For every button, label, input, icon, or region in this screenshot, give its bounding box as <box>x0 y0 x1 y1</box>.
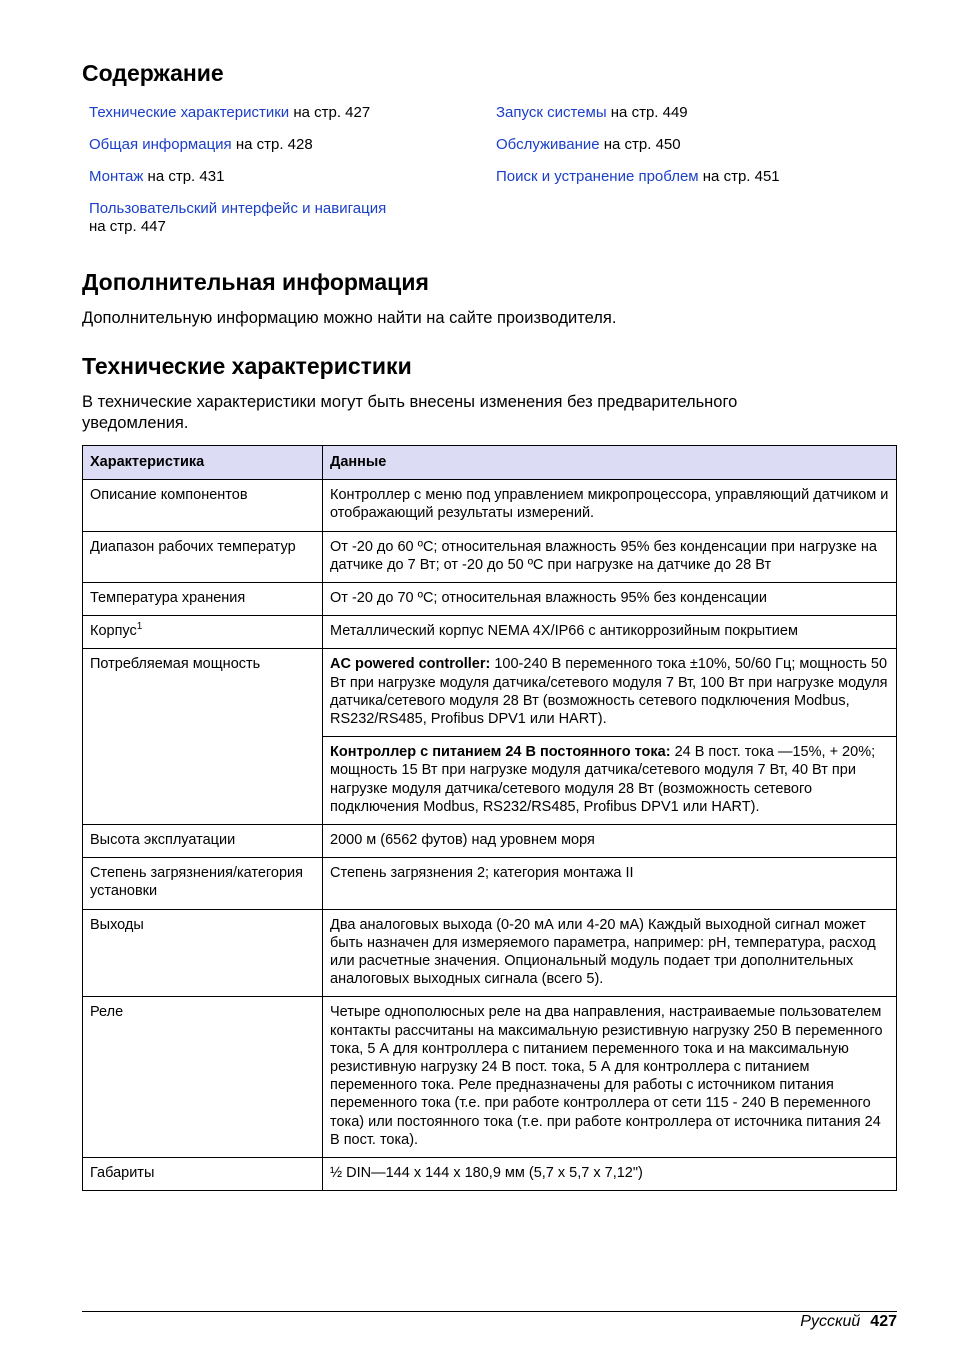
row-label: Потребляемая мощность <box>83 649 323 825</box>
toc-item <box>89 104 449 122</box>
row-value: От -20 до 70 ºC; относительная влажность 95% без конденсации <box>323 583 897 616</box>
toc-page-ref: на стр. 450 <box>599 136 681 153</box>
column-header-data: Данные <box>323 446 897 480</box>
value-bold-label: AC powered controller: <box>330 656 491 673</box>
toc-item <box>89 136 449 154</box>
toc-left-column <box>89 104 449 250</box>
row-value: Контроллер с меню под управлением микропроцессора, управляющий датчиком и отображающий результаты измерений. <box>323 480 897 531</box>
toc-item <box>89 168 449 186</box>
toc-page-ref: на стр. 449 <box>606 104 688 121</box>
toc-link-user-interface[interactable]: Пользовательский интерфейс и навигация <box>89 200 387 217</box>
row-label-cell <box>83 616 323 649</box>
table-row <box>83 997 897 1158</box>
table-header-row <box>83 446 897 480</box>
toc-link-general-information[interactable]: Общая информация <box>89 136 232 153</box>
toc-right-column <box>496 104 876 200</box>
row-value: Четыре однополюсных реле на два направления, настраиваемые пользователем контакты рассчитаны на максимальную резистивную нагрузку 250 В переменного тока, 5 А для контроллера с питанием переменного тока и на максимальную резистивную нагрузку 24 В пост. тока, 5 А для контроллера с питанием переменного тока. Реле предназначены для работы с источником питания переменного тока (т.е. при работе контроллера от сети 115 - 240 В переменного тока) или постоянного тока (т.е. при работе контроллера от источника питания 24 В пост. тока). <box>323 997 897 1158</box>
row-label: Габариты <box>83 1158 323 1191</box>
table-row <box>83 1158 897 1191</box>
specifications-intro: В технические характеристики могут быть внесены изменения без предварительного уведомления. <box>82 393 738 432</box>
row-label: Диапазон рабочих температур <box>83 531 323 582</box>
row-value: Степень загрязнения 2; категория монтажа II <box>323 858 897 909</box>
toc-page-ref: на стр. 427 <box>289 104 371 121</box>
row-value: 100-240 В переменного тока ±10%, 50/60 Гц; мощность 50 Вт при нагрузке модуля датчика/сетевого модуля 7 Вт, 100 Вт при нагрузке модуля датчика/сетевого модуля 28 Вт (возможность сетевого подключения Modbus, RS232/RS485, Profibus DPV1 или HART). <box>330 656 888 728</box>
row-value: Металлический корпус NEMA 4X/IP66 с антикоррозийным покрытием <box>323 616 897 649</box>
table-row <box>83 531 897 582</box>
toc-page-ref: на стр. 431 <box>143 168 225 185</box>
table-row <box>83 583 897 616</box>
page-footer <box>800 1312 897 1332</box>
toc-item <box>496 136 876 154</box>
row-label: Высота эксплуатации <box>83 825 323 858</box>
page-number: 427 <box>870 1313 897 1330</box>
row-label: Выходы <box>83 909 323 997</box>
row-label: Реле <box>83 997 323 1158</box>
row-value-cell <box>323 737 897 825</box>
row-label: Температура хранения <box>83 583 323 616</box>
row-value: От -20 до 60 ºC; относительная влажность 95% без конденсации при нагрузке на датчике до 7 Вт; от -20 до 50 ºC при нагрузке на датчике до 28 Вт <box>323 531 897 582</box>
row-label: Корпус <box>90 623 137 640</box>
toc-link-installation[interactable]: Монтаж <box>89 168 144 185</box>
row-label: Степень загрязнения/категория установки <box>83 858 323 909</box>
toc-page-ref: на стр. 447 <box>89 218 166 235</box>
additional-info-text: Дополнительную информацию можно найти на сайте производителя. <box>82 309 617 327</box>
row-label: Описание компонентов <box>83 480 323 531</box>
toc-item <box>89 200 449 236</box>
footnote-marker[interactable]: 1 <box>136 621 143 633</box>
table-row <box>83 616 897 649</box>
toc-link-troubleshooting[interactable]: Поиск и устранение проблем <box>496 168 699 185</box>
table-row <box>83 825 897 858</box>
table-row <box>83 480 897 531</box>
row-value: 2000 м (6562 футов) над уровнем моря <box>323 825 897 858</box>
contents-heading: Содержание <box>82 60 224 86</box>
specifications-heading: Технические характеристики <box>82 353 412 379</box>
table-row <box>83 649 897 737</box>
toc-page-ref: на стр. 428 <box>231 136 313 153</box>
row-value: ½ DIN—144 x 144 x 180,9 мм (5,7 x 5,7 x 7,12") <box>323 1158 897 1191</box>
toc-item <box>496 168 876 186</box>
row-value: 24 В пост. тока —15%, + 20%; мощность 15 Вт при нагрузке модуля датчика/сетевого модуля 7 Вт, 40 Вт при нагрузке модуля датчика/сетевого модуля 28 Вт (возможность сетевого подключения Modbus, RS232/RS485, Profibus DPV1 или HART). <box>330 744 876 815</box>
footer-language: Русский <box>800 1313 861 1330</box>
footer-divider <box>82 1311 897 1312</box>
row-value: Два аналоговых выхода (0-20 мА или 4-20 мА) Каждый выходной сигнал может быть назначен для измеряемого параметра, например: pH, температура, расход или расчетные значения. Опциональный модуль подает три дополнительных аналоговых выходных сигнала (всего 5). <box>323 909 897 997</box>
table-row <box>83 858 897 909</box>
column-header-characteristic: Характеристика <box>83 446 323 480</box>
toc-link-system-startup[interactable]: Запуск системы <box>496 104 607 121</box>
toc-link-specifications[interactable]: Технические характеристики <box>89 104 290 121</box>
toc-page-ref: на стр. 451 <box>698 168 780 185</box>
toc-item <box>496 104 876 122</box>
table-row <box>83 909 897 997</box>
additional-info-heading: Дополнительная информация <box>82 269 429 295</box>
specifications-table <box>82 445 897 1191</box>
toc-link-maintenance[interactable]: Обслуживание <box>496 136 600 153</box>
value-bold-label: Контроллер с питанием 24 В постоянного тока: <box>330 744 671 761</box>
row-value-cell <box>323 649 897 737</box>
